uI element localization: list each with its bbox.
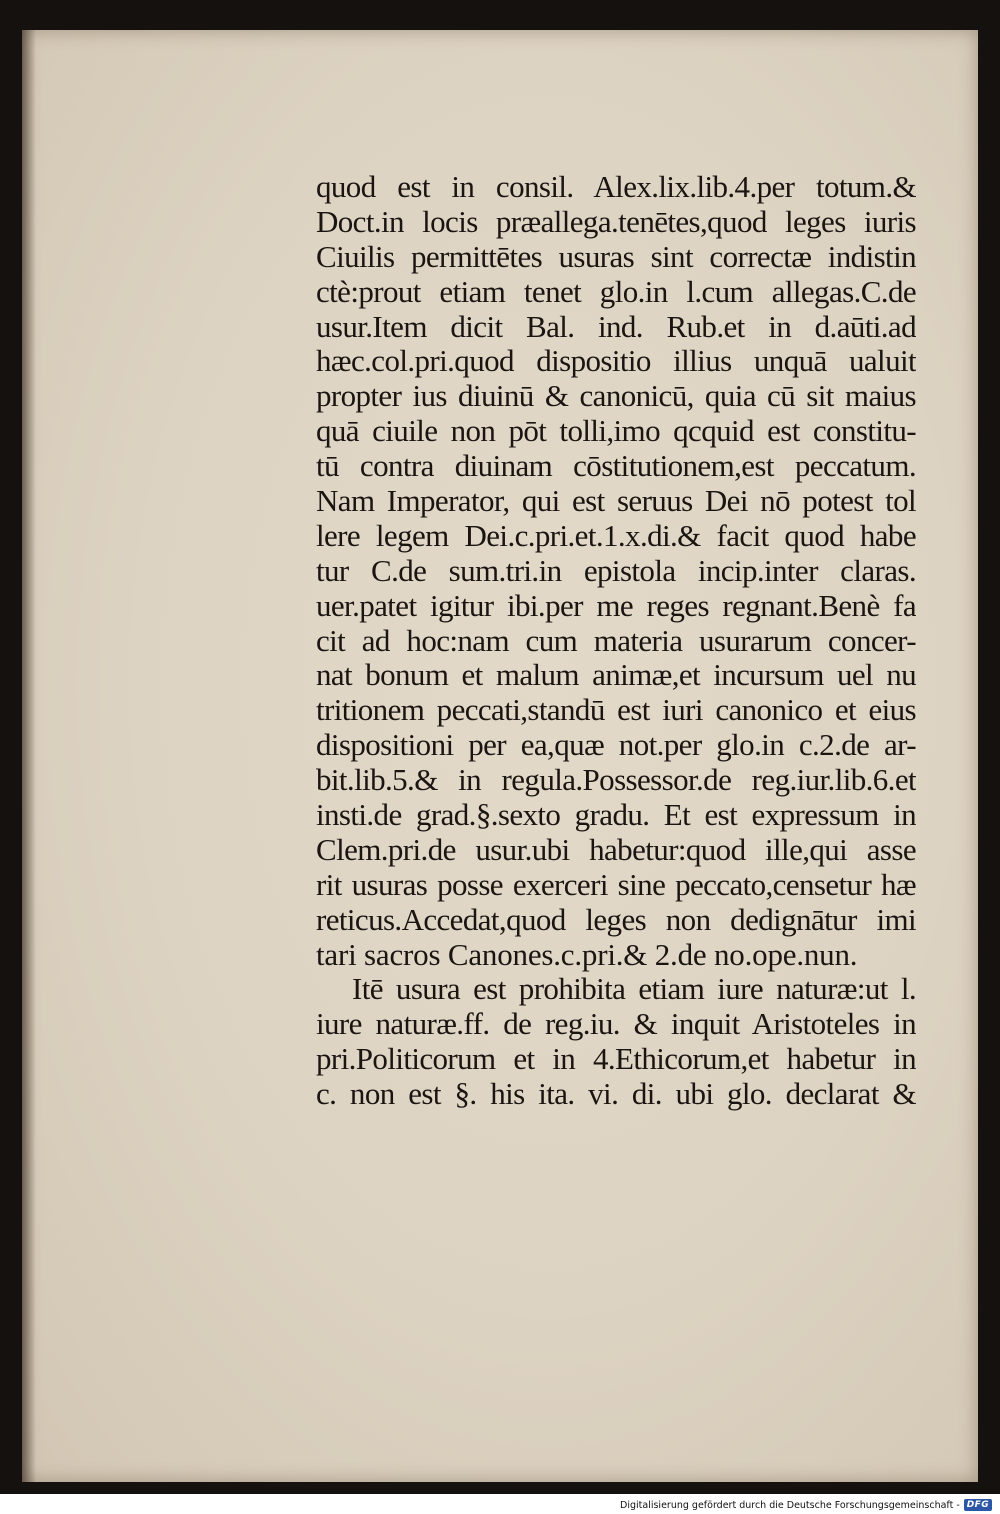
text-line: tritionem peccati,standū est iuri canonico et eius (316, 693, 916, 728)
text-line: bit.lib.5.& in regula.Possessor.de reg.iur.lib.6.et (316, 763, 916, 798)
text-line: dispositioni per ea,quæ not.per glo.in c.2.de ar- (316, 728, 916, 763)
text-line: quā ciuile non pōt tolli,imo qcquid est constitu- (316, 414, 916, 449)
text-line: uer.patet igitur ibi.per me reges regnant.Benè fa (316, 588, 916, 623)
text-line: pri.Politicorum et in 4.Ethicorum,et habetur in (316, 1042, 916, 1077)
text-line: cit ad hoc:nam cum materia usurarum concer- (316, 623, 916, 658)
text-block (316, 170, 916, 1112)
footer (620, 1497, 992, 1513)
text-line: quod est in consil. Alex.lix.lib.4.per totum.& (316, 170, 916, 204)
text-line: propter ius diuinū & canonicū, quia cū sit maius (316, 379, 916, 414)
text-line: Nam Imperator, qui est seruus Dei nō potest tol (316, 484, 916, 519)
text-line: iure naturæ.ff. de reg.iu. & inquit Aristoteles in (316, 1007, 916, 1042)
text-line: c. non est §. his ita. vi. di. ubi glo. declarat & (316, 1077, 916, 1112)
book-page (22, 30, 978, 1482)
text-line: Doct.in locis præallega.tenētes,quod leges iuris (316, 204, 916, 239)
text-line: hæc.col.pri.quod dispositio illius unquā ualuit (316, 344, 916, 379)
text-line: tū contra diuinam cōstitutionem,est peccatum. (316, 449, 916, 484)
text-line: rit usuras posse exerceri sine peccato,censetur hæ (316, 867, 916, 902)
text-line: usur.Item dicit Bal. ind. Rub.et in d.aūti.ad (316, 309, 916, 344)
dfg-logo-icon: DFG (964, 1499, 992, 1511)
text-line: ctè:prout etiam tenet glo.in l.cum allegas.C.de (316, 274, 916, 309)
text-line: Clem.pri.de usur.ubi habetur:quod ille,qui asse (316, 832, 916, 867)
funding-notice: Digitalisierung gefördert durch die Deutsche Forschungsgemeinschaft - (620, 1499, 960, 1511)
text-line: Ciuilis permittētes usuras sint correctæ indistin (316, 239, 916, 274)
text-line: nat bonum et malum animæ,et incursum uel nu (316, 658, 916, 693)
text-line: tari sacros Canones.c.pri.& 2.de no.ope.nun. (316, 937, 858, 972)
text-line: tur C.de sum.tri.in epistola incip.inter claras. (316, 553, 916, 588)
text-line: Itē usura est prohibita etiam iure naturæ:ut l. (352, 972, 916, 1007)
text-line: reticus.Accedat,quod leges non dedignātur imi (316, 902, 916, 937)
text-line: insti.de grad.§.sexto gradu. Et est expressum in (316, 798, 916, 833)
text-line: lere legem Dei.c.pri.et.1.x.di.& facit quod habe (316, 518, 916, 553)
